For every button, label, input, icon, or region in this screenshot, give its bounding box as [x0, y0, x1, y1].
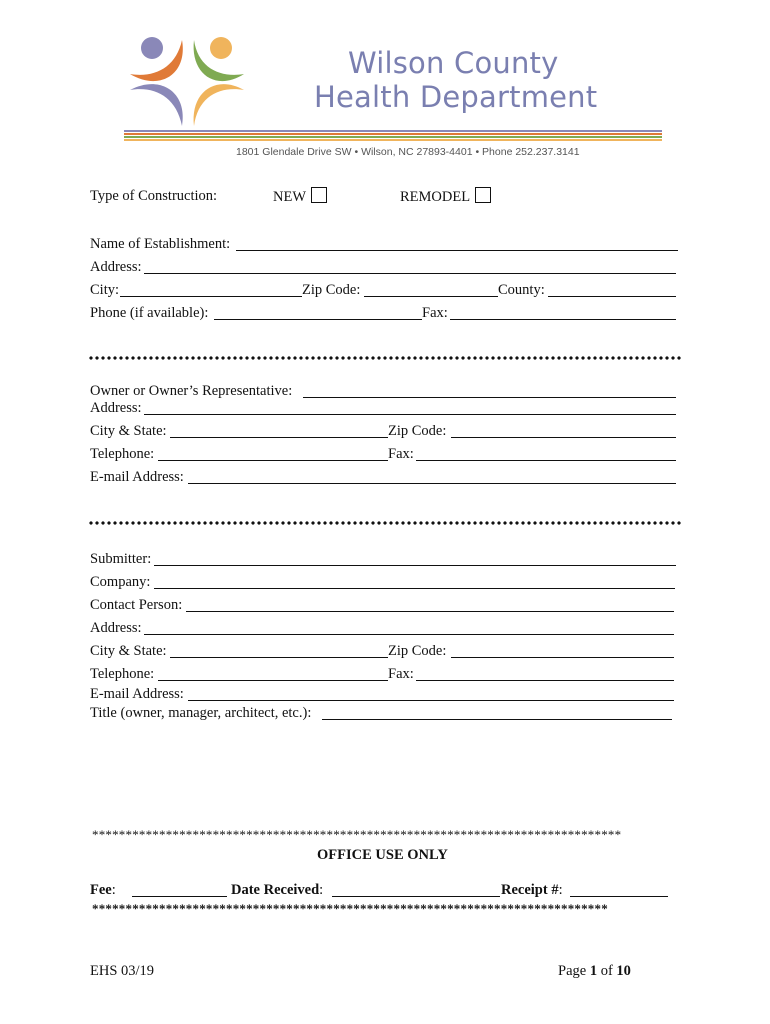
submitter-email-label: E-mail Address:	[90, 686, 184, 702]
page-word: Page	[558, 963, 587, 979]
office-use-heading: OFFICE USE ONLY	[317, 847, 448, 863]
receipt-label: Receipt #	[501, 882, 559, 898]
office-stars-bottom: *****************************************************************************	[92, 902, 608, 916]
section-divider-1	[88, 356, 682, 360]
page-total: 10	[616, 963, 631, 979]
fee-field[interactable]	[132, 896, 227, 897]
owner-email-label: E-mail Address:	[90, 469, 184, 485]
receipt-field[interactable]	[570, 896, 668, 897]
page-current: 1	[589, 963, 598, 979]
receipt-row	[501, 881, 563, 899]
of-word: of	[600, 963, 613, 979]
owner-rep-field[interactable]	[303, 397, 676, 398]
submitter-fax-label: Fax:	[388, 666, 414, 682]
submitter-telephone-label: Telephone:	[90, 666, 155, 682]
establishment-address-label: Address:	[90, 259, 142, 275]
company-field[interactable]	[154, 588, 675, 589]
fee-label: Fee	[90, 882, 112, 898]
submitter-field[interactable]	[154, 565, 676, 566]
construction-label: Type of Construction:	[90, 188, 218, 204]
submitter-zip-field[interactable]	[451, 657, 674, 658]
remodel-label: REMODEL	[400, 189, 471, 205]
submitter-telephone-field[interactable]	[158, 680, 388, 681]
contact-person-field[interactable]	[186, 611, 674, 612]
org-name-line2: Health Department	[314, 80, 598, 114]
owner-city-state-label: City & State:	[90, 423, 167, 439]
remodel-option	[400, 187, 491, 206]
establishment-county-label: County:	[498, 282, 545, 298]
establishment-address-field[interactable]	[144, 273, 676, 274]
new-label: NEW	[273, 189, 307, 205]
fee-colon: :	[111, 882, 116, 898]
establishment-fax-field[interactable]	[450, 319, 676, 320]
submitter-address-field[interactable]	[144, 634, 674, 635]
owner-city-state-field[interactable]	[170, 437, 388, 438]
page-indicator	[558, 962, 631, 980]
office-stars-top: *******************************************************************************	[92, 828, 622, 842]
establishment-phone-field[interactable]	[214, 319, 422, 320]
establishment-city-field[interactable]	[120, 296, 302, 297]
owner-email-field[interactable]	[188, 483, 676, 484]
fee-row	[90, 881, 116, 899]
owner-zip-field[interactable]	[451, 437, 676, 438]
header-address: 1801 Glendale Drive SW • Wilson, NC 27893-4401 • Phone 252.237.3141	[236, 146, 580, 158]
owner-zip-label: Zip Code:	[388, 423, 447, 439]
owner-address-label: Address:	[90, 400, 142, 416]
remodel-checkbox[interactable]	[475, 187, 491, 203]
receipt-colon: :	[558, 882, 563, 898]
owner-telephone-field[interactable]	[158, 460, 388, 461]
new-checkbox[interactable]	[311, 187, 327, 203]
construction-row	[90, 187, 217, 205]
owner-fax-field[interactable]	[416, 460, 676, 461]
owner-telephone-label: Telephone:	[90, 446, 155, 462]
establishment-name-label: Name of Establishment:	[90, 236, 231, 252]
date-received-field[interactable]	[332, 896, 500, 897]
establishment-zip-field[interactable]	[364, 296, 498, 297]
company-label: Company:	[90, 574, 151, 590]
owner-address-field[interactable]	[144, 414, 676, 415]
owner-rep-label: Owner or Owner’s Representative:	[90, 383, 293, 399]
establishment-zip-label: Zip Code:	[302, 282, 361, 298]
establishment-name-field[interactable]	[236, 250, 678, 251]
date-received-row	[231, 881, 323, 899]
submitter-address-label: Address:	[90, 620, 142, 636]
contact-person-label: Contact Person:	[90, 597, 183, 613]
health-department-logo	[124, 34, 250, 132]
section-divider-2	[88, 521, 682, 525]
date-received-label: Date Received	[231, 882, 320, 898]
submitter-email-field[interactable]	[188, 700, 674, 701]
submitter-label: Submitter:	[90, 551, 152, 567]
submitter-title-field[interactable]	[322, 719, 672, 720]
establishment-county-field[interactable]	[548, 296, 676, 297]
establishment-city-label: City:	[90, 282, 120, 298]
submitter-city-state-label: City & State:	[90, 643, 167, 659]
form-code: EHS 03/19	[90, 963, 155, 979]
date-received-colon: :	[319, 882, 324, 898]
owner-fax-label: Fax:	[388, 446, 414, 462]
establishment-fax-label: Fax:	[422, 305, 448, 321]
submitter-zip-label: Zip Code:	[388, 643, 447, 659]
establishment-phone-label: Phone (if available):	[90, 305, 209, 321]
submitter-fax-field[interactable]	[416, 680, 674, 681]
submitter-city-state-field[interactable]	[170, 657, 388, 658]
new-option	[273, 187, 327, 206]
submitter-title-label: Title (owner, manager, architect, etc.):	[90, 705, 312, 721]
org-name-line1: Wilson County	[348, 46, 559, 80]
